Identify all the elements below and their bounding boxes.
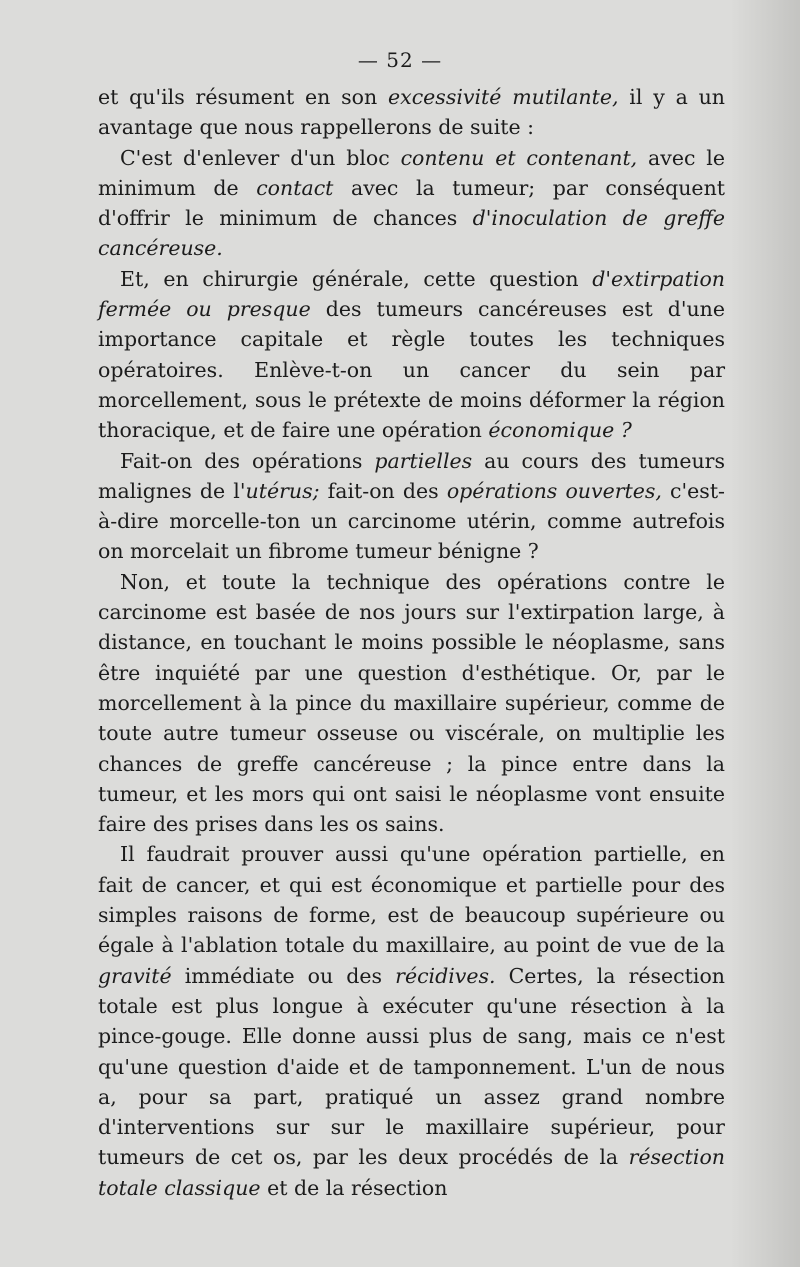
italic-text: opérations ouvertes, <box>446 478 662 503</box>
text-run: Non, et toute la technique des opérations contre le carcinome est basée de nos jours sur l'extirpation large, à distance, en touchant le moins possible le néoplasme, sans être inquiété par une question d'esthétique. Or, par le morcellement à la pince du maxillaire supérieur, comme de toute autre tumeur osseuse ou viscérale, on multiplie les chances de greffe cancéreuse ; la pince entre dans la tumeur, et les mors qui ont saisi le néoplasme vont ensuite faire des prises dans les os sains. <box>98 569 725 837</box>
italic-text: gravité <box>98 963 172 988</box>
paragraph <box>98 446 725 567</box>
paragraph <box>98 264 725 446</box>
paragraph <box>98 82 725 143</box>
paragraph <box>98 567 725 840</box>
body-text <box>98 82 725 1203</box>
text-run: avec le minimum de <box>98 145 725 200</box>
italic-text: partielles <box>374 448 473 473</box>
paragraph <box>98 143 725 264</box>
text-run: des tumeurs cancéreuses est d'une importance capitale et règle toutes les techniques opératoires. Enlève-t-on un cancer du sein par morcellement, sous le prétexte de moins déformer la région thoracique, et de faire une opération <box>98 297 725 443</box>
italic-text: d'extirpation fermée ou presque <box>98 266 725 322</box>
text-run: immédiate ou des <box>171 963 396 988</box>
page-edge-shadow <box>730 0 800 1267</box>
italic-text: contact <box>256 175 334 200</box>
page-number: — 52 — <box>357 48 443 72</box>
text-run: au cours des tumeurs malignes de l' <box>98 448 725 503</box>
text-run: et qu'ils résument en son <box>98 85 388 109</box>
text-run: c'est-à-dire morcelle-ton un carcinome utérin, comme autrefois on morcelait un fibrome tumeur bénigne ? <box>98 478 725 564</box>
text-run: avec la tumeur; par conséquent d'offrir le minimum de chances <box>98 175 726 231</box>
italic-text: économique ? <box>488 418 632 443</box>
text-run: Il faudrait prouver aussi qu'une opération partielle, en fait de cancer, et qui est économique et partielle pour des simples raisons de forme, est de beaucoup supérieure ou égale à l'ablation totale du maxillaire, au point de vue de la <box>98 842 725 958</box>
text-run: Fait-on des opérations <box>120 448 375 473</box>
text-run: C'est d'enlever d'un bloc <box>120 145 401 170</box>
italic-text: excessivité mutilante, <box>388 85 619 109</box>
text-run: Et, en chirurgie générale, cette question <box>120 266 593 291</box>
italic-text: d'inoculation de greffe cancéreuse. <box>98 206 725 261</box>
italic-text: récidives. <box>395 963 496 988</box>
paragraph <box>98 839 725 1203</box>
text-run: il y a un avantage que nous rappellerons de suite : <box>98 85 726 140</box>
italic-text: contenu et contenant, <box>400 145 638 170</box>
text-run: et de la résection <box>260 1175 448 1200</box>
text-run: fait-on des <box>319 478 447 503</box>
italic-text: résection totale classique <box>98 1145 725 1200</box>
text-run: Certes, la résection totale est plus longue à exécuter qu'une résection à la pince-gouge. Elle donne aussi plus de sang, mais ce n'est qu'une question d'aide et de tamponnement. L'un de nous a, pour sa part, pratiqué un assez grand nombre d'interventions sur sur le maxillaire supérieur, pour tumeurs de cet os, par les deux procédés de la <box>98 963 725 1170</box>
italic-text: utérus; <box>245 478 320 503</box>
